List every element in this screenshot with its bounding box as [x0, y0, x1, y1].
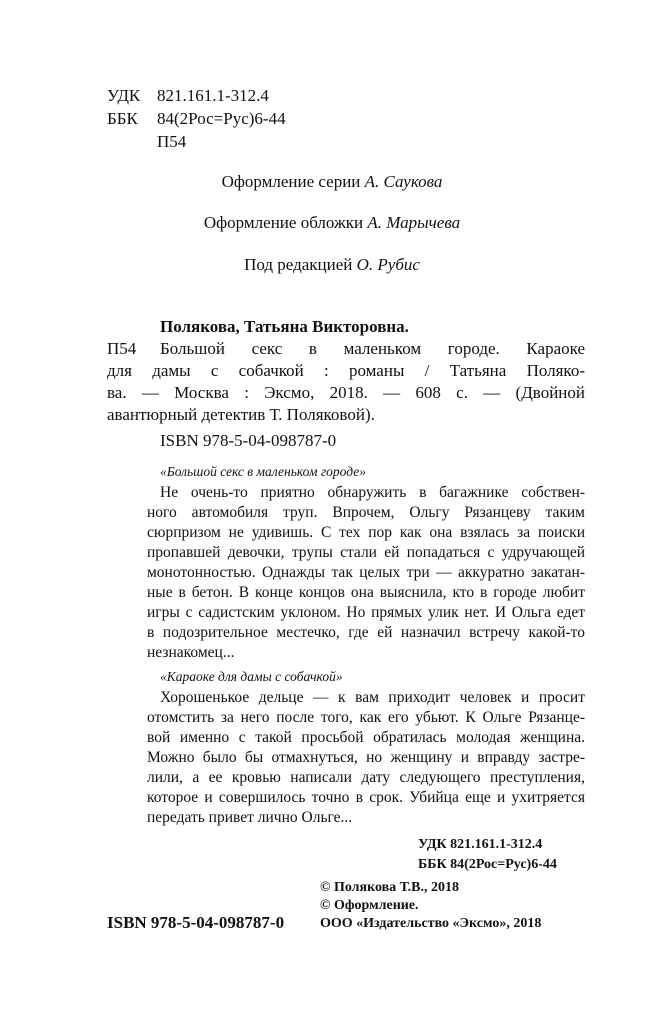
copyright-author: © Полякова Т.В., 2018: [320, 880, 459, 895]
footer-bbk: ББК 84(2Рос=Рус)6-44: [418, 857, 557, 872]
credit-cover: [100, 212, 564, 234]
annotation-line: лили, а ее кровью написали дату следующего преступления,: [147, 769, 585, 786]
entry-author: Полякова, Татьяна Викторовна.: [160, 317, 409, 336]
annotation-title: «Караоке для дамы с собачкой»: [160, 669, 343, 684]
entry-desc-line: для дамы с собачкой : романы / Татьяна Поляко-: [107, 361, 585, 380]
credit-name: А. Саукова: [364, 172, 443, 191]
entry-desc-line: Большой секс в маленьком городе. Караоке: [160, 339, 585, 358]
bbk-label: ББК: [107, 109, 138, 128]
udk-line: [107, 85, 269, 107]
bbk-value: 84(2Рос=Рус)6-44: [157, 109, 286, 128]
annotation-line: сюрпризом не удивишь. С тех пор как она взялась за поиски: [147, 524, 585, 541]
bbk-line: [107, 108, 286, 130]
footer-udk: УДК 821.161.1-312.4: [418, 837, 543, 852]
entry-isbn: ISBN 978-5-04-098787-0: [160, 431, 337, 450]
annotation-title: «Большой секс в маленьком городе»: [160, 464, 366, 479]
footer-isbn: ISBN 978-5-04-098787-0: [107, 913, 285, 932]
annotation-line: Не очень-то приятно обнаружить в багажнике собствен-: [160, 484, 585, 501]
entry-desc-line: авантюрный детектив Т. Поляковой).: [107, 405, 375, 424]
annotation-line: Хорошенькое дельце — к вам приходит человек и просит: [160, 689, 585, 706]
entry-desc-line: ва. — Москва : Эксмо, 2018. — 608 с. — (Двойной: [107, 383, 585, 402]
udk-label: УДК: [107, 86, 141, 105]
annotation-line: передать привет лично Ольге...: [147, 809, 353, 826]
entry-sign: П54: [107, 339, 137, 358]
annotation-line: пропавшей девочки, трупы стали ей попадаться с удручающей: [147, 544, 585, 561]
credit-name: О. Рубис: [356, 255, 420, 274]
udk-value: 821.161.1-312.4: [157, 86, 269, 105]
credit-series: [100, 171, 564, 193]
annotation-line: которое и совершилось точно в срок. Убийца еще и ухитряется: [147, 789, 585, 806]
annotation-line: незнакомец...: [147, 644, 235, 661]
credit-editor: [100, 254, 564, 276]
credit-name: А. Марычева: [367, 213, 461, 232]
annotation-line: отомстить за него после того, как его убьют. К Ольге Рязанце-: [147, 709, 585, 726]
author-sign: П54: [157, 132, 187, 151]
copyright-design: © Оформление.: [320, 898, 419, 913]
annotation-line: игры с садистским уклоном. Но прямых улик нет. И Ольга едет: [147, 604, 585, 621]
annotation-line: монотонностью. Однажды так целых три — аккуратно закатан-: [147, 564, 585, 581]
credit-role: Оформление серии: [221, 172, 361, 191]
annotation-line: в подозрительное местечко, где ей назначил встречу какой-то: [147, 624, 585, 641]
copyright-publisher: ООО «Издательство «Эксмо», 2018: [320, 916, 542, 931]
credit-role: Оформление обложки: [203, 213, 364, 232]
credit-role: Под редакцией: [244, 255, 353, 274]
annotation-line: вой именно с такой просьбой обратилась молодая женщина.: [147, 729, 585, 746]
annotation-line: ные в бетон. В конце концов она выяснила, кто в городе любит: [147, 584, 585, 601]
annotation-line: ного автомобиля труп. Впрочем, Ольгу Рязанцеву таким: [147, 504, 585, 521]
annotation-line: Можно было бы отмахнуться, но женщину и вправду застре-: [147, 749, 585, 766]
